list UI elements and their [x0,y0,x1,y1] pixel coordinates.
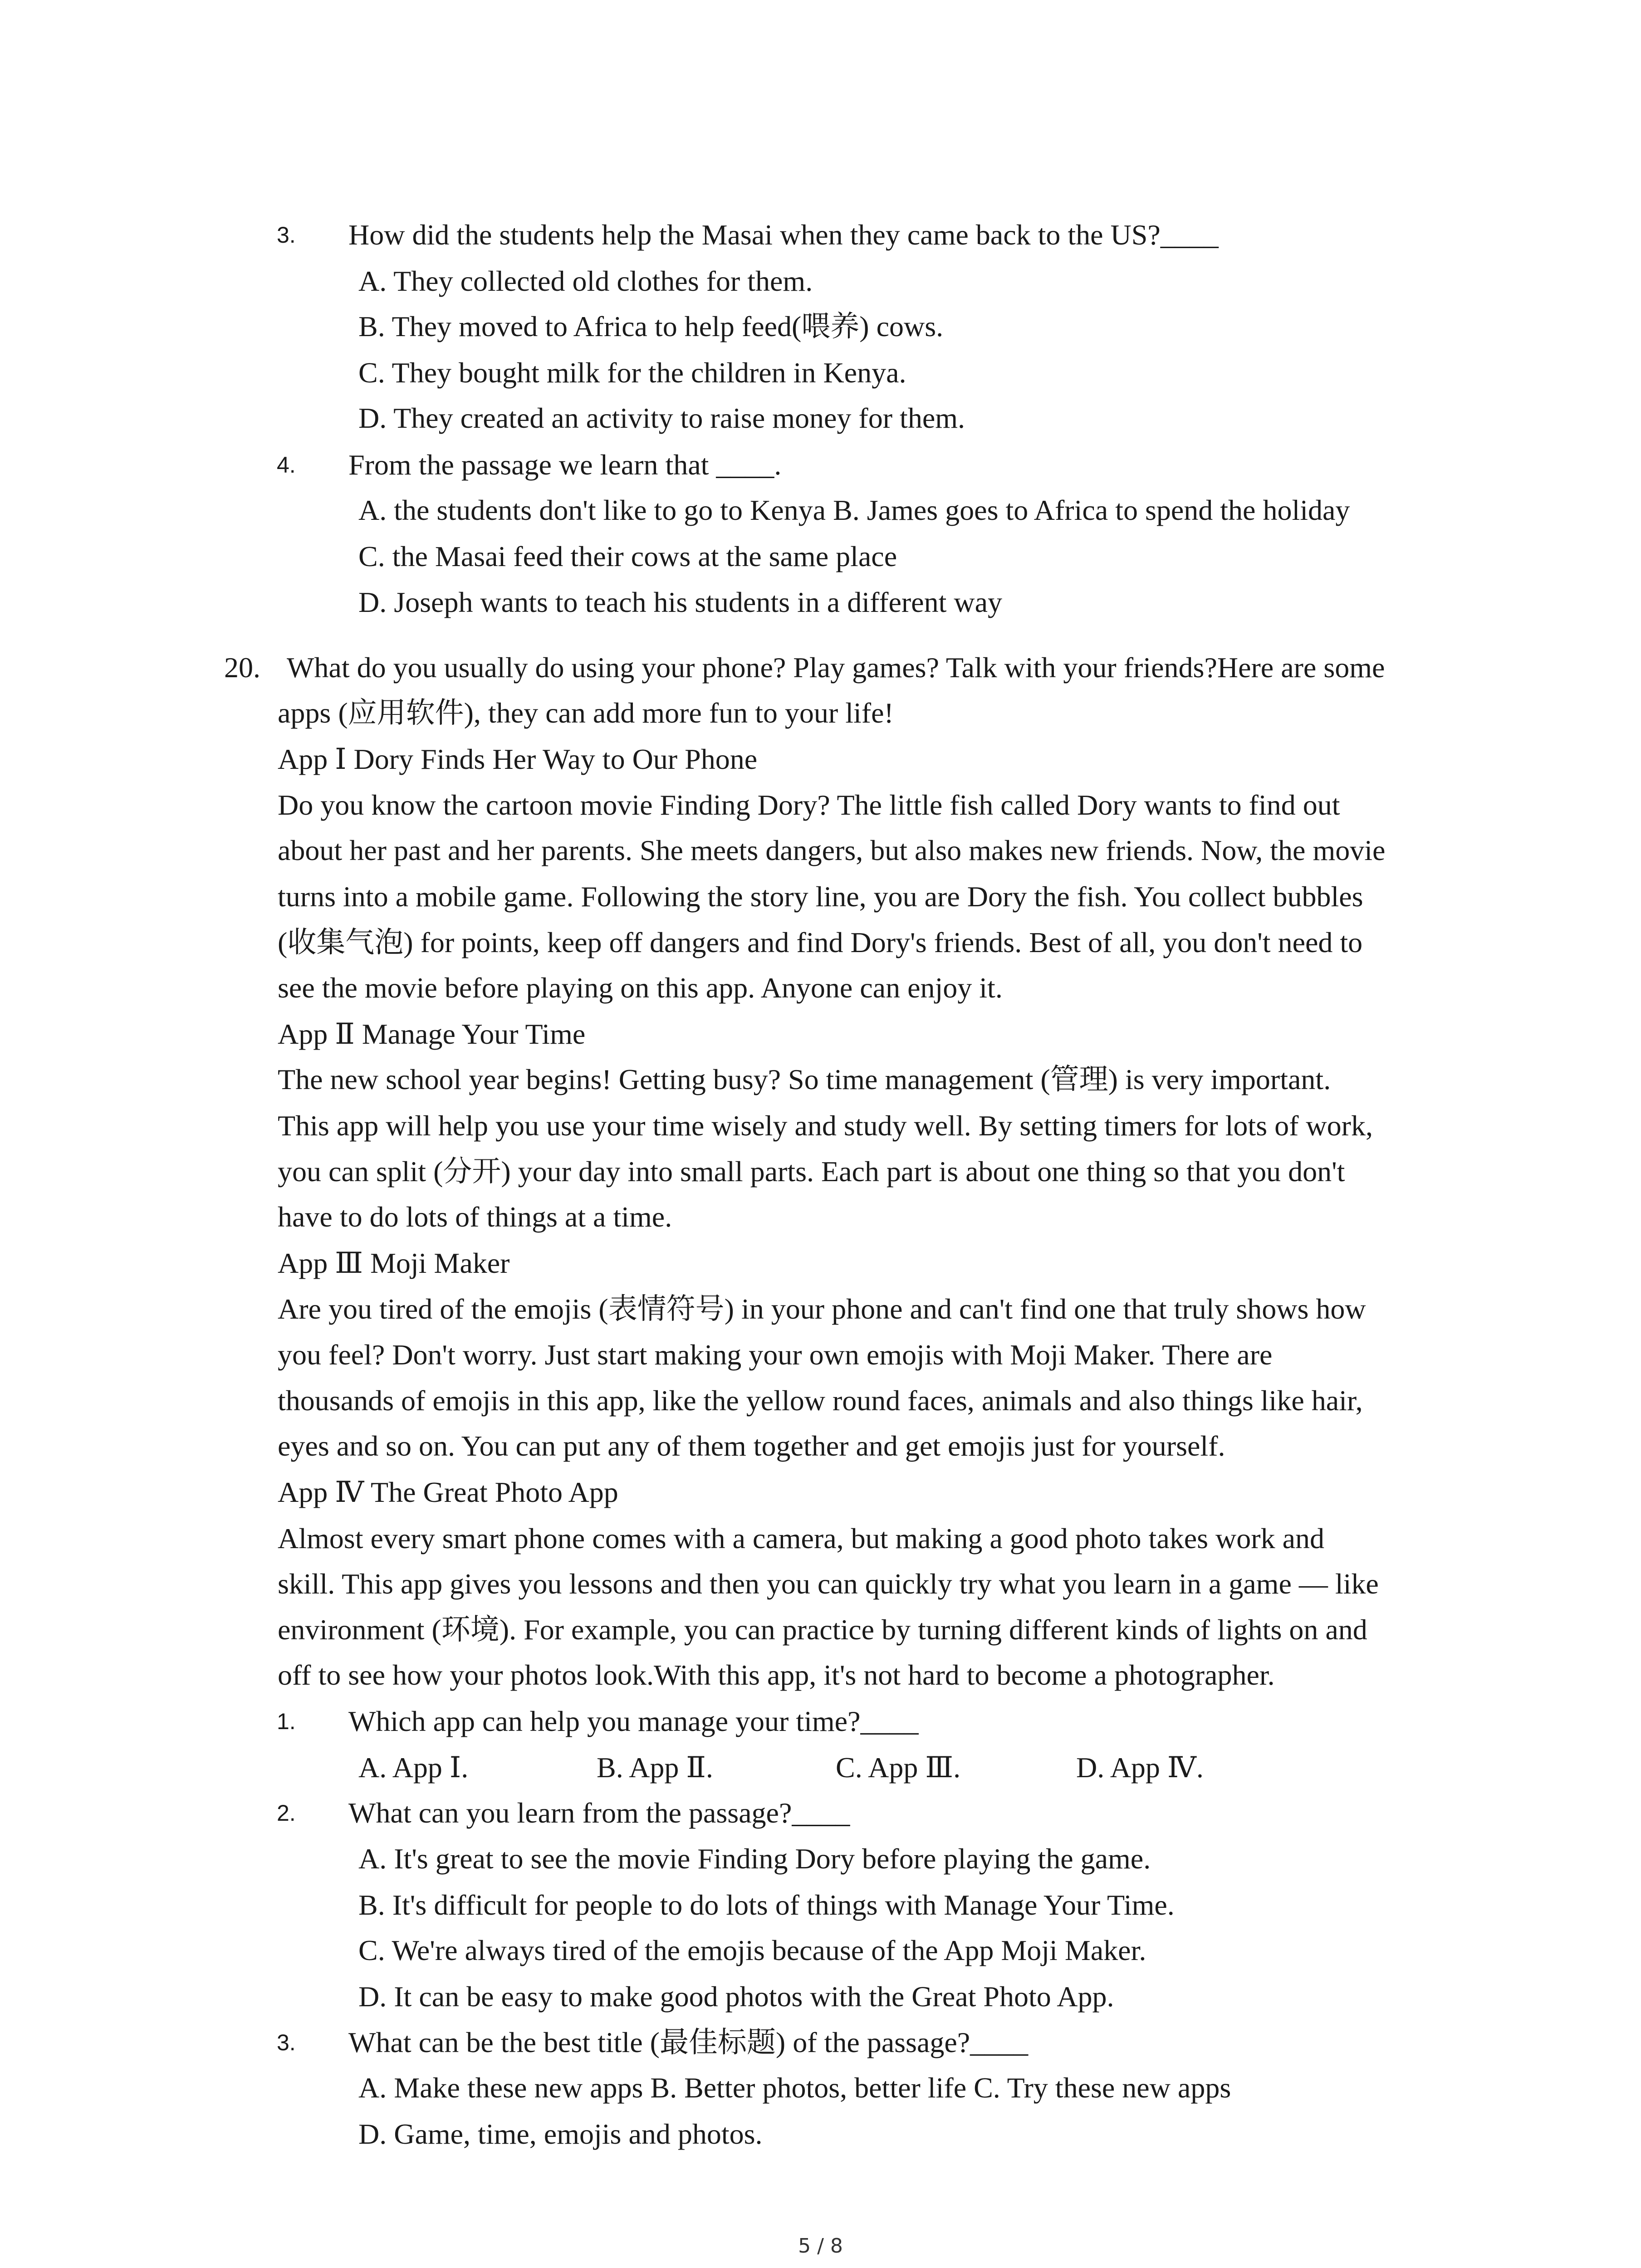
app-heading: App Ⅱ Manage Your Time [278,1018,586,1050]
passage-line: turns into a mobile game. Following the story line, you are Dory the fish. You collect bubbles [278,880,1363,913]
option-c: C. We're always tired of the emojis because of the App Moji Maker. [358,1934,1146,1966]
option-a: A. They collected old clothes for them. [358,265,813,297]
passage-line: This app will help you use your time wisely and study well. By setting timers for lots of work, [278,1110,1373,1142]
passage-line: you feel? Don't worry. Just start making your own emojis with Moji Maker. There are [278,1339,1273,1371]
page-number: 5 / 8 [798,2234,843,2258]
question-stem: What can you learn from the passage?____ [348,1797,850,1829]
option-c: C. the Masai feed their cows at the same place [358,540,897,572]
option-c: C. They bought milk for the children in Kenya. [358,357,906,389]
option-b: B. They moved to Africa to help feed(喂养) cows. [358,310,944,342]
option-b: B. App Ⅱ. [597,1751,713,1784]
option-c: C. App Ⅲ. [836,1751,961,1784]
question-stem: Which app can help you manage your time?____ [348,1705,919,1737]
passage-line: skill. This app gives you lessons and then you can quickly try what you learn in a game — like [278,1568,1379,1600]
option-d: D. Joseph wants to teach his students in a different way [358,586,1002,618]
passage-line: off to see how your photos look.With this app, it's not hard to become a photographer. [278,1659,1275,1691]
question-stem: What can be the best title (最佳标题) of the passage?____ [348,2026,1029,2058]
question-stem: From the passage we learn that ____. [348,449,782,481]
question-number: 1. [277,1709,296,1734]
question-number: 3. [277,222,296,248]
option-a-b: A. the students don't like to go to Kenya B. James goes to Africa to spend the holiday [358,494,1350,526]
passage-line: (收集气泡) for points, keep off dangers and find Dory's friends. Best of all, you don't need to [278,926,1363,958]
app-heading: App Ⅳ The Great Photo App [278,1476,618,1508]
passage-line: The new school year begins! Getting busy? So time management (管理) is very important. [278,1063,1331,1095]
question-number: 3. [277,2030,296,2055]
option-a-b-c: A. Make these new apps B. Better photos, better life C. Try these new apps [358,2072,1231,2104]
question-number-20: 20. [224,651,260,684]
option-a: A. App Ⅰ. [358,1751,469,1784]
passage-line: eyes and so on. You can put any of them together and get emojis just for yourself. [278,1430,1225,1462]
passage-line: apps (应用软件), they can add more fun to your life! [278,697,894,729]
app-heading: App Ⅰ Dory Finds Her Way to Our Phone [278,743,758,775]
passage-line: have to do lots of things at a time. [278,1201,672,1233]
passage-line: environment (环境). For example, you can practice by turning different kinds of lights on and [278,1613,1367,1646]
option-d: D. Game, time, emojis and photos. [358,2118,763,2150]
passage-line: Do you know the cartoon movie Finding Dory? The little fish called Dory wants to find out [278,789,1340,821]
passage-line: about her past and her parents. She meets dangers, but also makes new friends. Now, the movie [278,834,1386,866]
passage-line: thousands of emojis in this app, like the yellow round faces, animals and also things like hair, [278,1384,1363,1417]
option-a: A. It's great to see the movie Finding Dory before playing the game. [358,1843,1151,1875]
passage-line: see the movie before playing on this app. Anyone can enjoy it. [278,972,1003,1004]
passage-line: What do you usually do using your phone? Play games? Talk with your friends?Here are some [287,651,1385,684]
option-d: D. They created an activity to raise money for them. [358,402,965,434]
question-number: 4. [277,452,296,478]
option-d: D. App Ⅳ. [1076,1751,1204,1784]
passage-line: you can split (分开) your day into small parts. Each part is about one thing so that you don't [278,1155,1345,1188]
question-number: 2. [277,1800,296,1826]
option-d: D. It can be easy to make good photos with the Great Photo App. [358,1980,1114,2013]
passage-line: Are you tired of the emojis (表情符号) in your phone and can't find one that truly shows how [278,1293,1366,1325]
question-stem: How did the students help the Masai when they came back to the US?____ [348,219,1219,251]
app-heading: App Ⅲ Moji Maker [278,1247,510,1279]
option-b: B. It's difficult for people to do lots of things with Manage Your Time. [358,1889,1175,1921]
passage-line: Almost every smart phone comes with a camera, but making a good photo takes work and [278,1522,1324,1554]
